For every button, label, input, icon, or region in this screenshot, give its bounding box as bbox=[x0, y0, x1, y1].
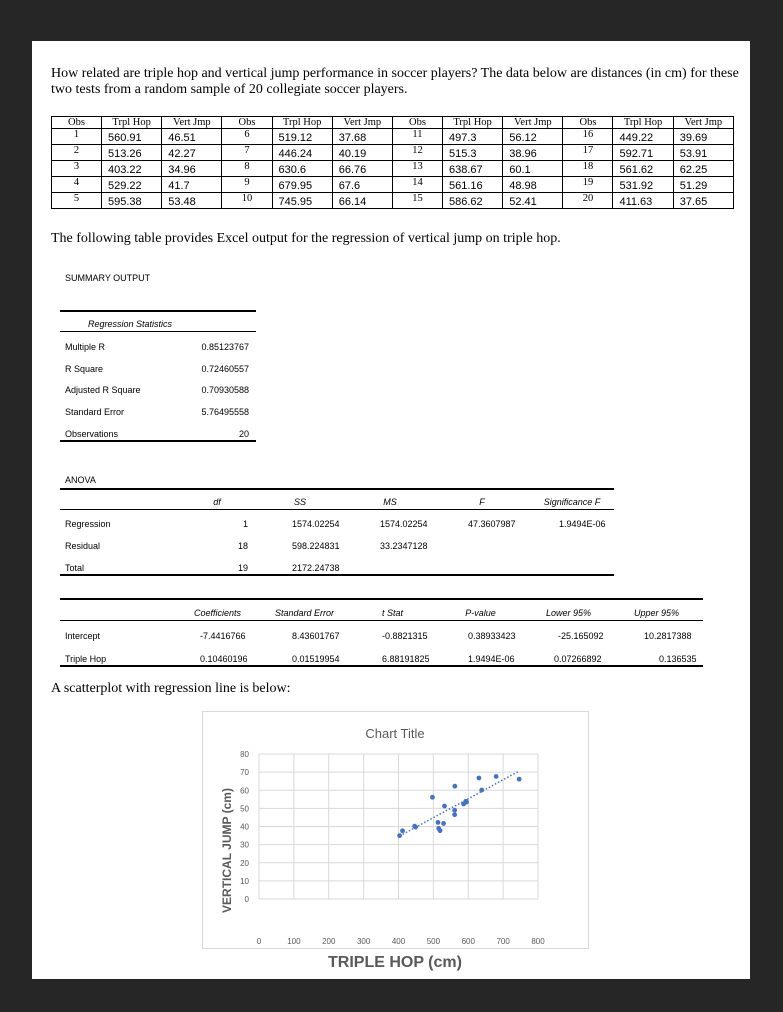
y-tick-label: 20 bbox=[240, 858, 249, 868]
table-header: Trpl Hop bbox=[272, 117, 332, 129]
obs-cell: 2 bbox=[52, 145, 102, 161]
coef-row-label: Triple Hop bbox=[65, 654, 107, 664]
table-header: Trpl Hop bbox=[102, 117, 162, 129]
anova-df: 1 bbox=[242, 519, 248, 529]
coef-se: 0.01519954 bbox=[292, 654, 340, 664]
x-tick-label: 0 bbox=[256, 937, 262, 946]
table-header: Obs bbox=[392, 117, 442, 129]
x-axis-title: TRIPLE HOP (cm) bbox=[328, 954, 462, 971]
obs-cell: 9 bbox=[222, 177, 272, 193]
trpl-hop-cell: 561.62 bbox=[613, 161, 673, 177]
trpl-hop-cell: 519.12 bbox=[272, 129, 332, 145]
stat-value: 20 bbox=[238, 429, 249, 439]
obs-cell: 4 bbox=[52, 177, 102, 193]
x-tick-label: 700 bbox=[496, 937, 510, 946]
trpl-hop-cell: 679.95 bbox=[272, 177, 332, 193]
stat-value: 0.72460557 bbox=[201, 364, 249, 374]
table-header: Trpl Hop bbox=[613, 117, 673, 129]
data-point bbox=[430, 795, 435, 800]
data-point bbox=[441, 821, 446, 826]
coef-p: 0.38933423 bbox=[468, 631, 516, 641]
coef-se: 8.43601767 bbox=[292, 631, 340, 641]
stat-value: 0.70930588 bbox=[201, 385, 249, 395]
y-tick-label: 50 bbox=[240, 804, 249, 814]
coef-header: Upper 95% bbox=[633, 608, 680, 618]
vert-jmp-cell: 53.91 bbox=[673, 145, 733, 161]
x-tick-label: 600 bbox=[461, 937, 475, 946]
coef-row-label: Intercept bbox=[65, 631, 101, 641]
anova-df: 19 bbox=[237, 563, 248, 573]
anova-row-label: Total bbox=[65, 563, 85, 573]
table-row bbox=[52, 177, 734, 193]
vert-jmp-cell: 39.69 bbox=[673, 129, 733, 145]
obs-cell: 6 bbox=[222, 129, 272, 145]
trpl-hop-cell: 560.91 bbox=[102, 129, 162, 145]
trpl-hop-cell: 497.3 bbox=[442, 129, 502, 145]
data-point bbox=[479, 788, 484, 793]
vert-jmp-cell: 37.65 bbox=[673, 193, 733, 209]
anova-header: MS bbox=[383, 497, 397, 507]
vert-jmp-cell: 41.7 bbox=[162, 177, 222, 193]
table-row bbox=[52, 193, 734, 209]
y-tick-label: 70 bbox=[240, 768, 249, 778]
anova-row-label: Residual bbox=[65, 541, 101, 551]
stat-label: Standard Error bbox=[65, 407, 125, 417]
vert-jmp-cell: 34.96 bbox=[162, 161, 222, 177]
vert-jmp-cell: 60.1 bbox=[503, 161, 563, 177]
intro-paragraph: How related are triple hop and vertical jump performance in soccer players? The data below are distances (in cm) for these two tests from a random sample of 20 collegiate soccer players. bbox=[51, 66, 739, 97]
trpl-hop-cell: 745.95 bbox=[272, 193, 332, 209]
obs-cell: 10 bbox=[222, 193, 272, 209]
vert-jmp-cell: 52.41 bbox=[503, 193, 563, 209]
anova-title: ANOVA bbox=[65, 475, 96, 485]
y-tick-label: 0 bbox=[244, 895, 249, 904]
vert-jmp-cell: 53.48 bbox=[162, 193, 222, 209]
obs-cell: 17 bbox=[563, 145, 613, 161]
anova-ms: 33.2347128 bbox=[380, 541, 428, 551]
trpl-hop-cell: 515.3 bbox=[442, 145, 502, 161]
table-header: Obs bbox=[563, 117, 613, 129]
trpl-hop-cell: 561.16 bbox=[442, 177, 502, 193]
obs-cell: 13 bbox=[392, 161, 442, 177]
data-point bbox=[436, 820, 441, 825]
y-tick-label: 30 bbox=[240, 840, 249, 850]
x-tick-label: 300 bbox=[356, 937, 371, 946]
coef-t: -0.8821315 bbox=[382, 631, 428, 641]
obs-cell: 8 bbox=[222, 161, 272, 177]
anova-header: F bbox=[479, 497, 485, 507]
chart-title: Chart Title bbox=[365, 726, 425, 741]
data-point bbox=[436, 826, 441, 831]
y-tick-label: 40 bbox=[240, 822, 249, 832]
divider bbox=[60, 509, 614, 510]
y-tick-label: 60 bbox=[240, 786, 249, 796]
anova-ss: 2172.24738 bbox=[292, 563, 340, 573]
y-tick-label: 10 bbox=[240, 876, 249, 886]
data-point bbox=[397, 833, 402, 838]
x-tick-label: 400 bbox=[391, 937, 406, 946]
data-table bbox=[51, 116, 734, 209]
coef-t: 6.88191825 bbox=[382, 654, 430, 664]
trpl-hop-cell: 529.22 bbox=[102, 177, 162, 193]
x-tick-label: 100 bbox=[287, 937, 301, 946]
scatter-chart bbox=[203, 712, 588, 971]
anova-header: Significance F bbox=[543, 497, 601, 507]
x-tick-label: 500 bbox=[426, 937, 441, 946]
divider bbox=[60, 331, 256, 332]
obs-cell: 12 bbox=[392, 145, 442, 161]
coef-header: Lower 95% bbox=[545, 608, 592, 618]
stat-value: 0.85123767 bbox=[201, 342, 249, 352]
vert-jmp-cell: 62.25 bbox=[673, 161, 733, 177]
coef-p: 1.9494E-06 bbox=[468, 654, 515, 664]
divider bbox=[60, 665, 703, 667]
vert-jmp-cell: 66.14 bbox=[332, 193, 392, 209]
obs-cell: 11 bbox=[392, 129, 442, 145]
document-page bbox=[32, 41, 750, 979]
table-header: Vert Jmp bbox=[332, 117, 392, 129]
table-row bbox=[52, 129, 734, 145]
trpl-hop-cell: 411.63 bbox=[613, 193, 673, 209]
obs-cell: 20 bbox=[563, 193, 613, 209]
table-header: Vert Jmp bbox=[162, 117, 222, 129]
regression-caption: The following table provides Excel output for the regression of vertical jump on triple hop. bbox=[51, 231, 561, 246]
data-point bbox=[413, 825, 418, 830]
trpl-hop-cell: 592.71 bbox=[613, 145, 673, 161]
chart-frame bbox=[202, 711, 589, 971]
table-header: Obs bbox=[222, 117, 272, 129]
stat-value: 5.76495558 bbox=[201, 407, 249, 417]
stat-label: Multiple R bbox=[65, 342, 106, 352]
x-tick-label: 800 bbox=[531, 937, 545, 946]
divider bbox=[60, 310, 256, 312]
coef-header: Coefficients bbox=[193, 608, 242, 618]
anova-ss: 1574.02254 bbox=[292, 519, 340, 529]
trpl-hop-cell: 586.62 bbox=[442, 193, 502, 209]
scatter-caption: A scatterplot with regression line is below: bbox=[51, 681, 291, 696]
obs-cell: 16 bbox=[563, 129, 613, 145]
anova-header: df bbox=[213, 497, 221, 507]
obs-cell: 18 bbox=[563, 161, 613, 177]
obs-cell: 14 bbox=[392, 177, 442, 193]
anova-header: SS bbox=[293, 497, 306, 507]
table-header: Trpl Hop bbox=[442, 117, 502, 129]
divider bbox=[60, 488, 614, 490]
coef-header: Standard Error bbox=[274, 608, 335, 618]
trpl-hop-cell: 446.24 bbox=[272, 145, 332, 161]
table-row bbox=[52, 145, 734, 161]
table-header: Vert Jmp bbox=[673, 117, 733, 129]
y-axis-title: VERTICAL JUMP (cm) bbox=[220, 788, 234, 913]
stat-label: Adjusted R Square bbox=[65, 385, 141, 395]
data-point bbox=[477, 776, 482, 781]
vert-jmp-cell: 48.98 bbox=[503, 177, 563, 193]
data-point bbox=[463, 799, 468, 804]
vert-jmp-cell: 66.76 bbox=[332, 161, 392, 177]
trpl-hop-cell: 449.22 bbox=[613, 129, 673, 145]
stat-label: Observations bbox=[65, 429, 119, 439]
table-header: Vert Jmp bbox=[503, 117, 563, 129]
trpl-hop-cell: 630.6 bbox=[272, 161, 332, 177]
vert-jmp-cell: 38.96 bbox=[503, 145, 563, 161]
table-header: Obs bbox=[52, 117, 102, 129]
data-point bbox=[494, 774, 499, 779]
vert-jmp-cell: 67.6 bbox=[332, 177, 392, 193]
obs-cell: 19 bbox=[563, 177, 613, 193]
obs-cell: 3 bbox=[52, 161, 102, 177]
data-point bbox=[452, 812, 457, 817]
coef-value: 0.10460196 bbox=[200, 654, 248, 664]
summary-title: SUMMARY OUTPUT bbox=[65, 273, 151, 283]
anova-sig: 1.9494E-06 bbox=[559, 519, 606, 529]
data-point bbox=[452, 784, 457, 789]
anova-f: 47.3607987 bbox=[468, 519, 516, 529]
obs-cell: 15 bbox=[392, 193, 442, 209]
divider bbox=[60, 620, 703, 621]
vert-jmp-cell: 51.29 bbox=[673, 177, 733, 193]
y-tick-label: 80 bbox=[240, 750, 249, 759]
coef-header: P-value bbox=[465, 608, 496, 618]
vert-jmp-cell: 56.12 bbox=[503, 129, 563, 145]
trpl-hop-cell: 595.38 bbox=[102, 193, 162, 209]
anova-ms: 1574.02254 bbox=[380, 519, 428, 529]
divider bbox=[60, 598, 703, 600]
data-point bbox=[442, 804, 447, 809]
stat-label: R Square bbox=[65, 364, 104, 374]
anova-row-label: Regression bbox=[65, 519, 111, 529]
divider bbox=[60, 440, 256, 442]
coef-header: t Stat bbox=[381, 608, 403, 618]
table-row bbox=[52, 161, 734, 177]
coef-lower: -25.165092 bbox=[558, 631, 604, 641]
x-tick-label: 200 bbox=[322, 937, 336, 946]
coef-lower: 0.07266892 bbox=[554, 654, 602, 664]
data-point bbox=[400, 828, 405, 833]
obs-cell: 1 bbox=[52, 129, 102, 145]
vert-jmp-cell: 37.68 bbox=[332, 129, 392, 145]
reg-stats-header: Regression Statistics bbox=[87, 319, 173, 329]
data-point bbox=[517, 777, 522, 782]
coef-value: -7.4416766 bbox=[200, 631, 246, 641]
vert-jmp-cell: 40.19 bbox=[332, 145, 392, 161]
trpl-hop-cell: 403.22 bbox=[102, 161, 162, 177]
trpl-hop-cell: 513.26 bbox=[102, 145, 162, 161]
vert-jmp-cell: 42.27 bbox=[162, 145, 222, 161]
data-point bbox=[452, 808, 457, 813]
coef-upper: 0.136535 bbox=[659, 654, 697, 664]
obs-cell: 5 bbox=[52, 193, 102, 209]
vert-jmp-cell: 46.51 bbox=[162, 129, 222, 145]
anova-df: 18 bbox=[237, 541, 248, 551]
trpl-hop-cell: 531.92 bbox=[613, 177, 673, 193]
trpl-hop-cell: 638.67 bbox=[442, 161, 502, 177]
divider bbox=[60, 574, 614, 576]
coef-upper: 10.2817388 bbox=[644, 631, 692, 641]
anova-ss: 598.224831 bbox=[292, 541, 340, 551]
obs-cell: 7 bbox=[222, 145, 272, 161]
